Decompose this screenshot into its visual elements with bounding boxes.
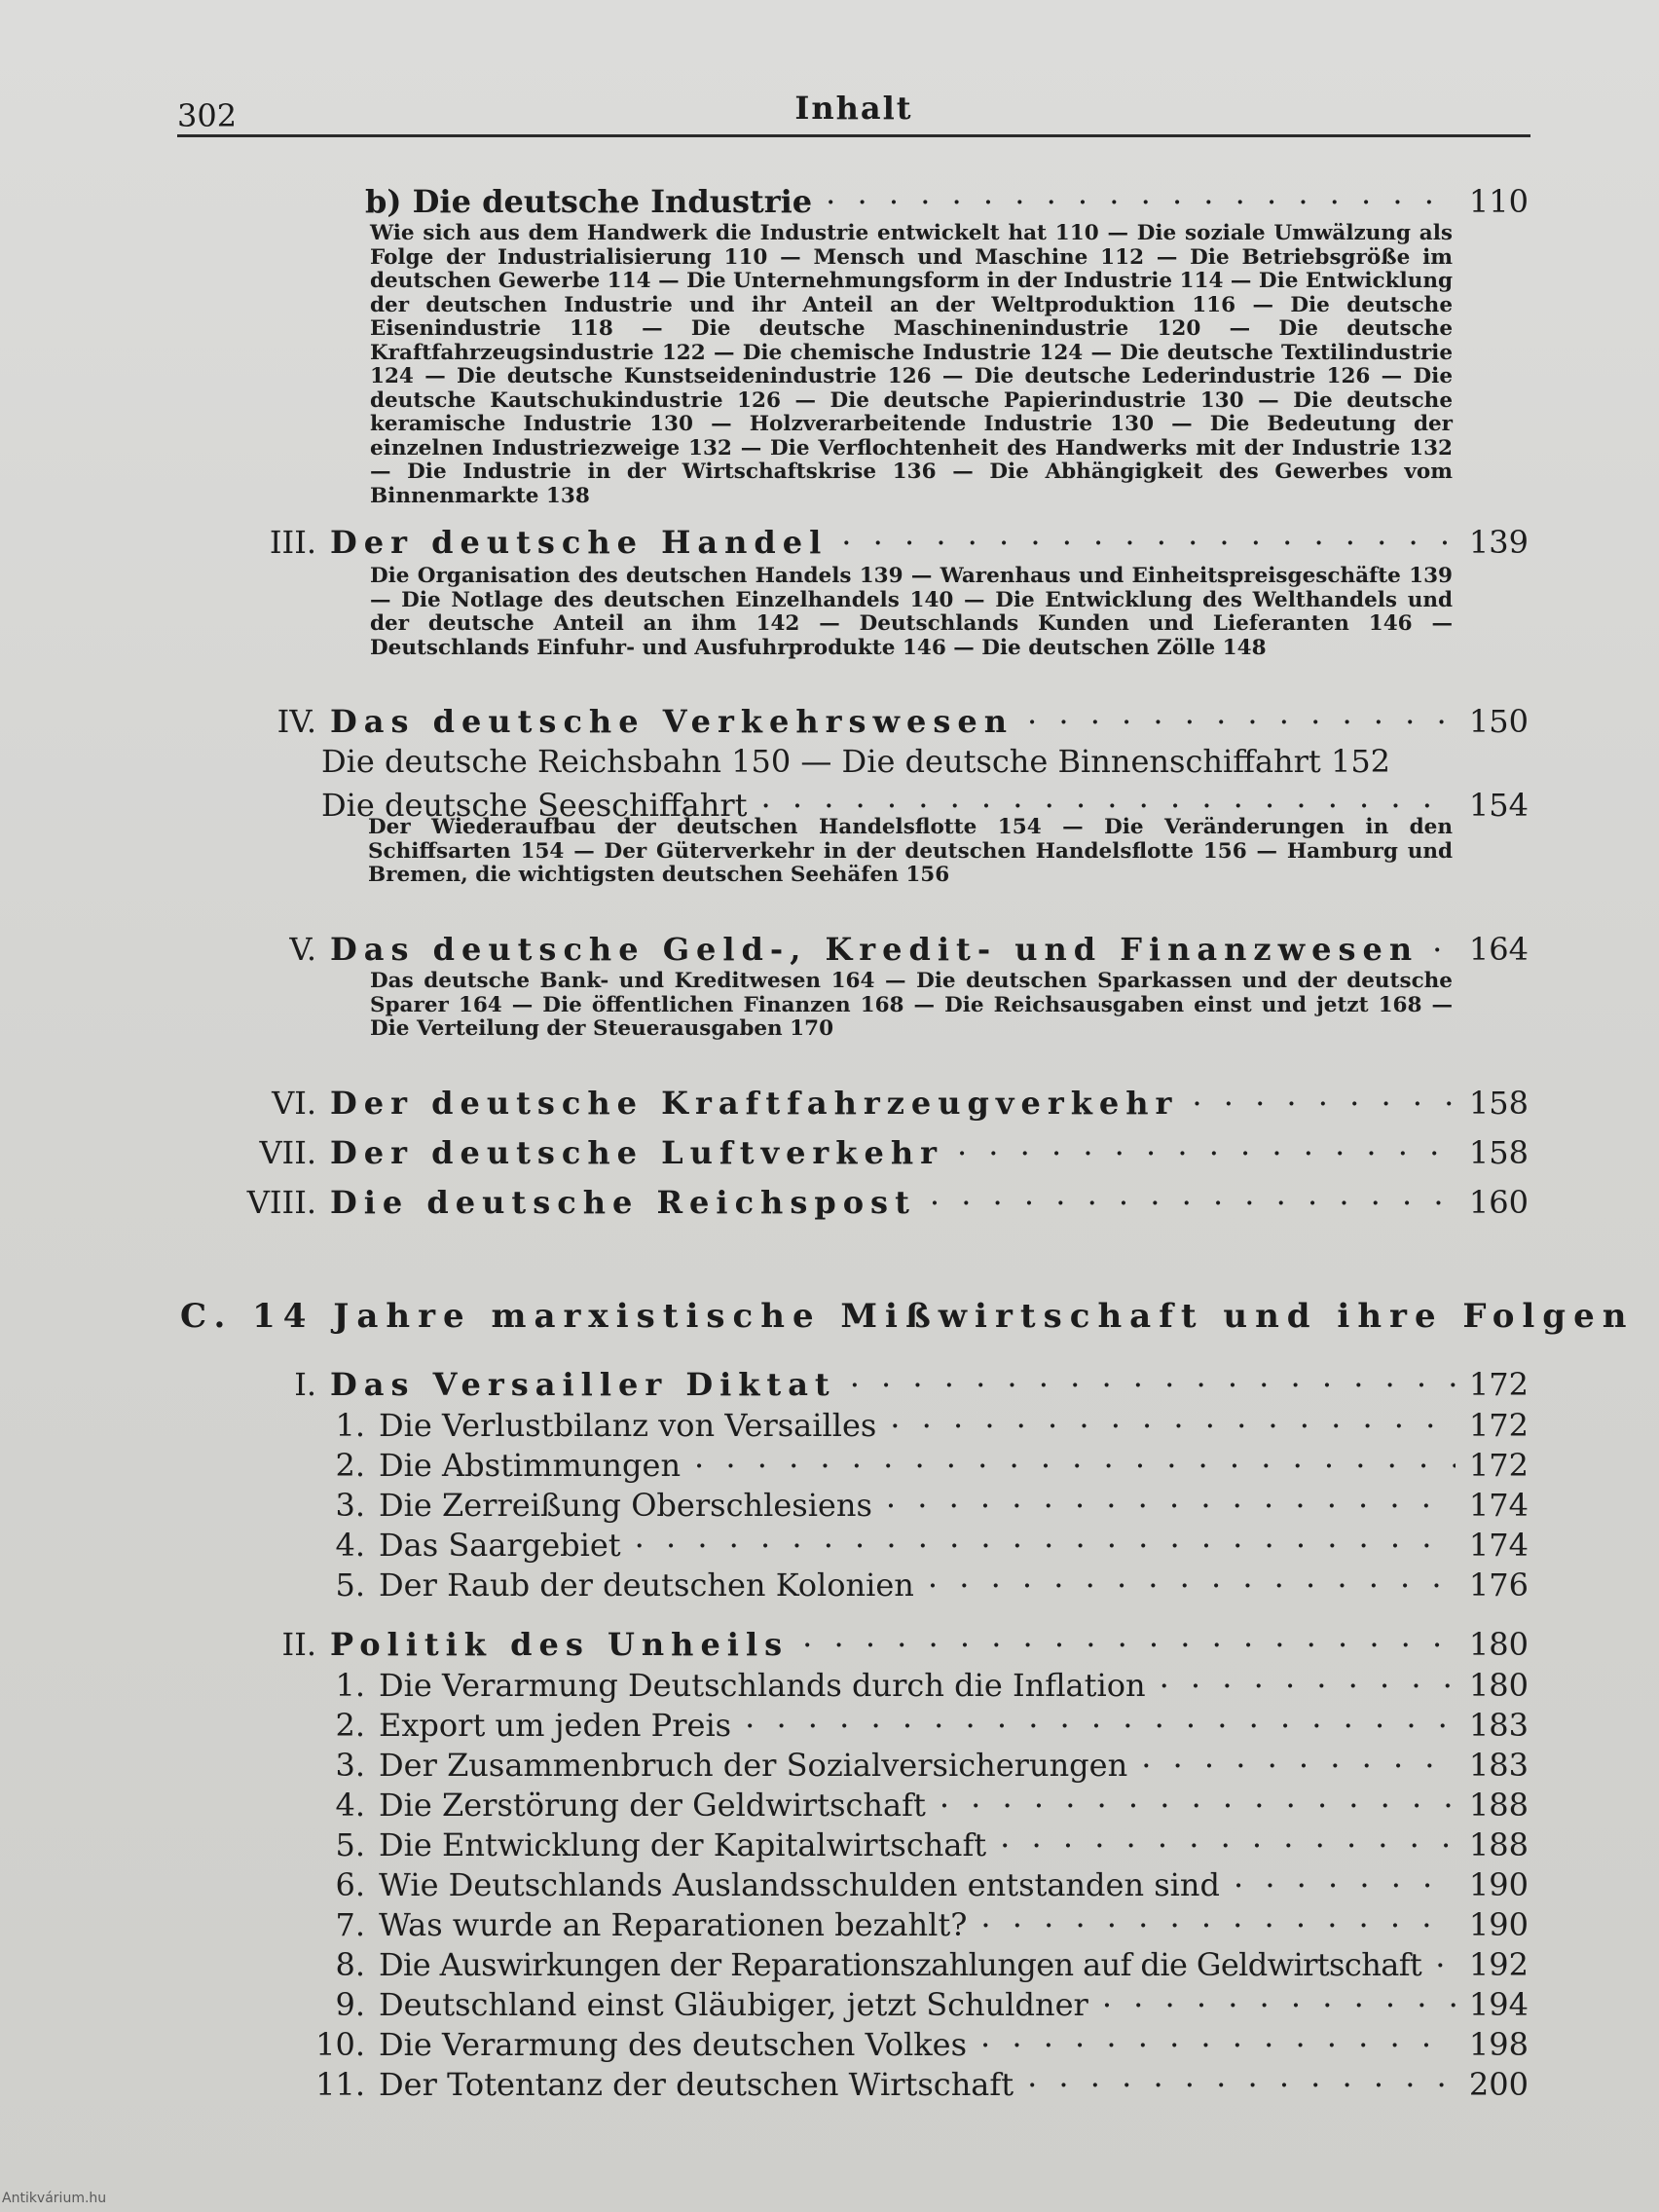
toc-subentry-number: 9.	[335, 1986, 365, 2023]
toc-subentry-title: Der Zusammenbruch der Sozialversicherungen	[379, 1747, 1128, 1784]
toc-entry-page: 198	[1468, 2026, 1529, 2063]
toc-entry-title: Das deutsche Verkehrswesen	[330, 703, 1014, 740]
toc-subentry-number: 3.	[335, 1487, 365, 1524]
toc-entry-page: 110	[1468, 183, 1529, 220]
dot-leader	[802, 1616, 1456, 1655]
dot-leader	[635, 1517, 1456, 1556]
toc-entry-page: 160	[1468, 1184, 1529, 1221]
toc-subentry-title: Die Zerstörung der Geldwirtschaft	[379, 1787, 926, 1824]
page-number: 302	[177, 97, 238, 134]
toc-entry-title: Der deutsche Luftverkehr	[330, 1134, 943, 1171]
dot-leader	[890, 1397, 1456, 1436]
dot-leader	[1234, 1857, 1456, 1896]
dot-leader	[928, 1557, 1456, 1596]
toc-subentry	[312, 1517, 1529, 1564]
toc-subentry-number: 6.	[335, 1866, 365, 1903]
toc-subentry-title: Der Raub der deutschen Kolonien	[379, 1567, 914, 1604]
toc-subline-text: Die deutsche Reichsbahn 150 — Die deutsche Binnenschiffahrt 152	[321, 743, 1391, 780]
toc-subentry	[312, 2056, 1529, 2103]
toc-subentry	[312, 1657, 1529, 1704]
toc-subentry-title: Die Abstimmungen	[379, 1447, 682, 1484]
dot-leader	[1192, 1075, 1456, 1114]
toc-entry-page: 139	[1468, 524, 1529, 561]
toc-subentry-number: 2.	[335, 1707, 365, 1744]
summary-geld: Das deutsche Bank- und Kreditwesen 164 — Die deutschen Sparkassen und der deutsche Sparer 164 — Die öffentlichen Finanzen 168 — Die Reichsausgaben einst und jetzt 168 — Die Verteilung der Steuerausgaben 170	[370, 969, 1453, 1041]
toc-entry-title: b) Die deutsche Industrie	[365, 183, 813, 220]
dot-leader	[694, 1437, 1456, 1476]
toc-entry-industrie	[365, 173, 1529, 220]
toc-subentry-number: 7.	[335, 1906, 365, 1943]
page-header	[177, 90, 1530, 137]
dot-leader	[1435, 1936, 1456, 1975]
summary-handel: Die Organisation des deutschen Handels 139 — Warenhaus und Einheitspreisgeschäfte 139 — Die Notlage des deutschen Einzelhandels 140 — Die Entwicklung des Welthandels und der deutsche Anteil an ihm 142 — Deutschlands Kunden und Lieferanten 146 — Deutschlands Einfuhr- und Ausfuhrprodukte 146 — Die deutschen Zölle 148	[370, 564, 1453, 660]
toc-subentry-number: 1.	[335, 1407, 365, 1444]
toc-entry-page: 172	[1468, 1366, 1529, 1403]
watermark: Antikvárium.hu	[2, 2191, 107, 2206]
dot-leader	[930, 1174, 1456, 1213]
toc-entry-page: 164	[1468, 931, 1529, 968]
toc-subentry-number: 3.	[335, 1747, 365, 1784]
toc-subentry-number: 5.	[335, 1826, 365, 1863]
toc-subentry	[312, 1737, 1529, 1784]
dot-leader	[886, 1477, 1456, 1516]
dot-leader	[826, 173, 1456, 212]
dot-leader	[841, 514, 1456, 553]
toc-entry-title: Der deutsche Handel	[330, 524, 829, 561]
toc-entry-unheil	[255, 1616, 1529, 1663]
toc-subentry-number: 8.	[335, 1946, 365, 1983]
toc-entry-page: 183	[1468, 1707, 1529, 1744]
toc-subentry	[312, 1936, 1529, 1983]
toc-entry-title: Der deutsche Kraftfahrzeugverkehr	[330, 1085, 1179, 1122]
toc-entry-page: 200	[1468, 2066, 1529, 2103]
toc-subentry	[312, 2016, 1529, 2063]
toc-subentry-title: Wie Deutschlands Auslandsschulden entstanden sind	[379, 1866, 1220, 1903]
toc-entry-page: 194	[1468, 1986, 1529, 2023]
toc-subentry-title: Die Zerreißung Oberschlesiens	[379, 1487, 872, 1524]
dot-leader	[1141, 1737, 1456, 1776]
toc-subentry-number: 1.	[335, 1667, 365, 1704]
toc-entry-kraftfahrzeug	[243, 1075, 1529, 1122]
toc-subentry	[312, 1477, 1529, 1524]
dot-leader	[745, 1697, 1456, 1736]
toc-subentry-title: Export um jeden Preis	[379, 1707, 732, 1744]
toc-subentry-title: Die Verlustbilanz von Versailles	[379, 1407, 877, 1444]
toc-subentry-title: Die Entwicklung der Kapitalwirtschaft	[379, 1826, 987, 1863]
summary-industrie: Wie sich aus dem Handwerk die Industrie entwickelt hat 110 — Die soziale Umwälzung als Folge der Industrialisierung 110 — Mensch und Maschine 112 — Die Betriebsgröße im deutschen Gewerbe 114 — Die Unternehmungsform in der Industrie 114 — Die Entwicklung der deutschen Industrie und ihr Anteil an der Weltproduktion 116 — Die deutsche Eisenindustrie 118 — Die deutsche Maschinenindustrie 120 — Die deutsche Kraftfahrzeugsindustrie 122 — Die chemische Industrie 124 — Die deutsche Textilindustrie 124 — Die deutsche Kunstseidenindustrie 126 — Die deutsche Lederindustrie 126 — Die deutsche Kautschukindustrie 126 — Die deutsche Papierindustrie 130 — Die deutsche keramische Industrie 130 — Holzverarbeitende Industrie 130 — Die Bedeutung der einzelnen Industriezweige 132 — Die Verflochtenheit des Handwerks mit der Industrie 132 — Die Industrie in der Wirtschaftskrise 136 — Die Abhängigkeit des Gewerbes vom Binnenmarkte 138	[370, 221, 1453, 508]
running-title: Inhalt	[794, 90, 913, 127]
toc-subline-text: Die deutsche Seeschiffahrt	[321, 787, 748, 824]
toc-entry-page: 190	[1468, 1906, 1529, 1943]
dot-leader	[1027, 2056, 1456, 2095]
toc-numeral: VII.	[259, 1134, 316, 1171]
toc-subentry	[312, 1557, 1529, 1604]
toc-subentry-number: 5.	[335, 1567, 365, 1604]
dot-leader	[980, 1897, 1456, 1936]
toc-subentry	[312, 1437, 1529, 1484]
toc-numeral: I.	[294, 1366, 316, 1403]
toc-subentry-title: Was wurde an Reparationen bezahlt?	[379, 1906, 968, 1943]
toc-subentry-number: 4.	[335, 1527, 365, 1564]
toc-entry-page: 176	[1468, 1567, 1529, 1604]
toc-subline-reichsbahn	[321, 742, 1529, 781]
section-heading-c: C. 14 Jahre marxistische Mißwirtschaft und ihre Folgen	[180, 1297, 1635, 1336]
toc-subentry-title: Das Saargebiet	[379, 1527, 621, 1564]
toc-subentry-number: 2.	[335, 1447, 365, 1484]
toc-entry-title: Politik des Unheils	[330, 1626, 790, 1663]
toc-subentry-title: Deutschland einst Gläubiger, jetzt Schuldner	[379, 1986, 1088, 2023]
toc-subentry-title: Der Totentanz der deutschen Wirtschaft	[379, 2066, 1014, 2103]
toc-subentry-number: 10.	[315, 2026, 365, 2063]
toc-subentry-title: Die Verarmung Deutschlands durch die Inflation	[379, 1667, 1146, 1704]
dot-leader	[957, 1124, 1456, 1163]
dot-leader	[1432, 921, 1456, 960]
toc-entry-page: 188	[1468, 1826, 1529, 1863]
toc-subentry	[312, 1397, 1529, 1444]
toc-subentry-title: Die Auswirkungen der Reparationszahlungen auf die Geldwirtschaft	[379, 1946, 1422, 1983]
toc-numeral: VI.	[272, 1085, 316, 1122]
dot-leader	[940, 1777, 1456, 1816]
toc-entry-handel	[243, 514, 1529, 561]
toc-entry-page: 180	[1468, 1667, 1529, 1704]
toc-entry-title: Die deutsche Reichspost	[330, 1184, 916, 1221]
toc-numeral: IV.	[276, 703, 316, 740]
toc-entry-page: 158	[1468, 1085, 1529, 1122]
toc-entry-page: 180	[1468, 1626, 1529, 1663]
toc-entry-geld	[243, 921, 1529, 968]
toc-entry-page: 158	[1468, 1134, 1529, 1171]
toc-subline-seeschiffahrt	[321, 777, 1529, 824]
toc-subentry	[312, 1777, 1529, 1824]
dot-leader	[1027, 693, 1456, 732]
toc-entry-page: 172	[1468, 1407, 1529, 1444]
toc-numeral: III.	[269, 524, 316, 561]
toc-subentry-title: Die Verarmung des deutschen Volkes	[379, 2026, 967, 2063]
summary-verkehr: Der Wiederaufbau der deutschen Handelsflotte 154 — Die Veränderungen in den Schiffsarten 154 — Der Güterverkehr in der deutschen Handelsflotte 156 — Hamburg und Bremen, die wichtigsten deutschen Seehäfen 156	[368, 815, 1453, 887]
dot-leader	[1160, 1657, 1456, 1696]
toc-subentry	[312, 1817, 1529, 1863]
toc-numeral: V.	[289, 931, 316, 968]
toc-entry-page: 154	[1468, 787, 1529, 824]
toc-numeral: II.	[281, 1626, 316, 1663]
toc-entry-luftverkehr	[243, 1124, 1529, 1171]
toc-entry-page: 188	[1468, 1787, 1529, 1824]
toc-entry-page: 150	[1468, 703, 1529, 740]
toc-entry-page: 192	[1468, 1946, 1529, 1983]
toc-entry-page: 174	[1468, 1487, 1529, 1524]
toc-entry-verkehr	[243, 693, 1529, 740]
toc-entry-title: Das deutsche Geld-, Kredit- und Finanzwesen	[330, 931, 1419, 968]
toc-entry-reichspost	[243, 1174, 1529, 1221]
toc-entry-page: 172	[1468, 1447, 1529, 1484]
toc-subentry	[312, 1697, 1529, 1744]
dot-leader	[1102, 1976, 1456, 2015]
toc-entry-versailles	[255, 1356, 1529, 1403]
toc-subentry	[312, 1897, 1529, 1943]
dot-leader	[761, 777, 1456, 816]
toc-subentry	[312, 1976, 1529, 2023]
dot-leader	[1000, 1817, 1456, 1856]
toc-subentry	[312, 1857, 1529, 1903]
toc-subentry-number: 11.	[315, 2066, 365, 2103]
toc-subentry-number: 4.	[335, 1787, 365, 1824]
dot-leader	[850, 1356, 1456, 1395]
toc-entry-title: Das Versailler Diktat	[330, 1366, 836, 1403]
toc-entry-page: 190	[1468, 1866, 1529, 1903]
toc-entry-page: 183	[1468, 1747, 1529, 1784]
dot-leader	[980, 2016, 1456, 2055]
toc-numeral: VIII.	[246, 1184, 316, 1221]
toc-entry-page: 174	[1468, 1527, 1529, 1564]
